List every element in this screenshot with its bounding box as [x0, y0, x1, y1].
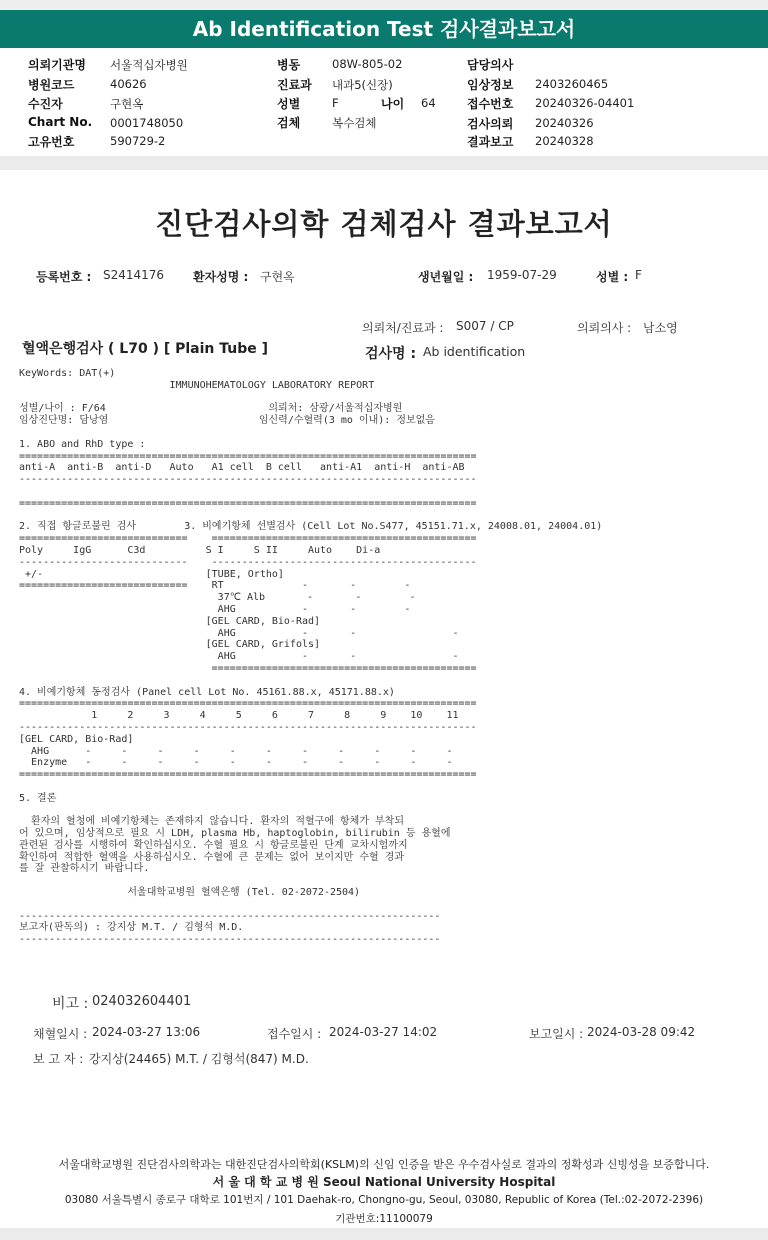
lab-report-line: ---------------------------------------------------------------------------- — [19, 474, 477, 486]
lab-report-line: AHG - - - — [19, 627, 459, 639]
lab-report-line: ============================ ============================================ — [19, 533, 477, 545]
footer-certification: 서울대학교병원 진단검사의학과는 대한진단검사의학회(KSLM)의 신임 인증을 받은 우수검사실로 결과의 정확성과 신빙성을 보증합니다. — [58, 1158, 710, 1171]
info-label: 병원코드 — [28, 78, 75, 92]
test-name-value: Ab identification — [423, 344, 526, 359]
lab-report-line: ---------------------------------------------------------------------- — [19, 910, 441, 922]
info-value: 복수검체 — [332, 116, 377, 130]
lab-report-line — [19, 486, 602, 498]
reg-label: 등록번호 : — [36, 270, 92, 284]
lab-report-line: ---------------------------------------------------------------------- — [19, 934, 441, 946]
doctor-value: 남소영 — [643, 321, 678, 335]
lab-report-line — [19, 804, 602, 816]
info-value: 서울적십자병원 — [110, 58, 188, 72]
lab-report-line: 확인하여 적합한 혈액을 사용하십시오. 수혈에 큰 문제는 없어 보이지만 수혈 경과 — [19, 851, 405, 863]
info-value: 40626 — [110, 77, 147, 91]
lab-report-line: IMMUNOHEMATOLOGY LABORATORY REPORT — [19, 379, 375, 391]
reporter-label: 보 고 자 : — [33, 1052, 84, 1066]
lab-report-line: Enzyme - - - - - - - - - - - — [19, 757, 453, 769]
lab-report-line: anti-A anti-B anti-D Auto A1 cell B cell anti-A1 anti-H anti-AB — [19, 462, 465, 474]
info-value: 0001748050 — [110, 116, 184, 130]
lab-report-line: 성별/나이 : F/64 의뢰처: 삼광/서울적십자병원 — [19, 403, 403, 415]
footer-hospital: 서 울 대 학 교 병 원 Seoul National University Hospital — [212, 1175, 556, 1189]
info-label: 진료과 — [277, 78, 312, 92]
lab-report-line: 어 있으며, 임상적으로 필요 시 LDH, plasma Hb, haptoglobin, bilirubin 등 용혈에 — [19, 828, 451, 840]
lab-report-line: Poly IgG C3d S I S II Auto Di-a — [19, 544, 381, 556]
lab-report — [19, 368, 602, 946]
lab-report-line: KeyWords: DAT(+) — [19, 368, 116, 379]
lab-report-line — [19, 875, 602, 887]
section-divider — [0, 156, 768, 170]
lab-report-line: 임상진단명: 담낭염 임신력/수혈력(3 mo 이내): 정보없음 — [19, 415, 435, 427]
test-name-label: 검사명 : — [365, 346, 417, 362]
lab-report-line — [19, 899, 602, 911]
info-value: 내과5(신장) — [332, 78, 393, 92]
lab-report-line: [GEL CARD, Bio-Rad] — [19, 733, 134, 745]
lab-report-line: AHG - - - — [19, 603, 411, 615]
page-title: 진단검사의학 검체검사 결과보고서 — [155, 207, 613, 241]
info-label: 검사의뢰 — [467, 117, 514, 131]
lab-report-line: 4. 비예기항체 동정검사 (Panel cell Lot No. 45161.88.x, 45171.88.x) — [19, 686, 395, 698]
lab-report-line: 5. 결론 — [19, 792, 57, 804]
dob-value: 1959-07-29 — [487, 268, 557, 282]
lab-report-line: 2. 직접 항글로불린 검사 3. 비예기항체 선별검사 (Cell Lot No.S477, 45151.71.x, 24008.01, 24004.01) — [19, 521, 603, 533]
info-label: 성별 — [277, 97, 301, 111]
info-label: 담당의사 — [467, 58, 514, 72]
lab-report-line: ============================================================================ — [19, 769, 477, 781]
lab-report-line — [19, 781, 602, 793]
lab-report-line: [GEL CARD, Grifols] — [19, 639, 321, 651]
lab-report-line: ============================ RT - - - — [19, 580, 411, 592]
lab-report-line: 를 잘 관찰하시기 바랍니다. — [19, 863, 150, 875]
lab-report-line: ---------------------------- -------------------------------------------- — [19, 556, 477, 568]
report-time-value: 2024-03-28 09:42 — [587, 1025, 696, 1039]
lab-report-line: 서울대학교병원 혈액은행 (Tel. 02-2072-2504) — [19, 887, 361, 899]
lab-report-line: 1. ABO and RhD type : — [19, 438, 146, 450]
remarks-label: 비고 : — [52, 996, 89, 1012]
info-label: 임상정보 — [467, 78, 514, 92]
lab-report-line — [19, 510, 602, 522]
test-group: 혈액은행검사 ( L70 ) [ Plain Tube ] — [22, 341, 269, 357]
lab-report-line — [19, 392, 602, 404]
dob-label: 생년월일 : — [418, 270, 474, 284]
lab-report-line — [19, 675, 602, 687]
report-header: Ab Identification Test 검사결과보고서 — [0, 10, 768, 48]
lab-report-line: 환자의 혈청에 비예기항체는 존재하지 않습니다. 환자의 적혈구에 항체가 부착되 — [19, 816, 405, 828]
lab-report-line: ============================================================================ — [19, 698, 477, 710]
lab-report-line: +/- [TUBE, Ortho] — [19, 568, 284, 580]
info-value: 20240328 — [535, 134, 594, 148]
info-value: 20240326-04401 — [535, 96, 635, 110]
info-label: 결과보고 — [467, 135, 514, 149]
lab-report-line: AHG - - - — [19, 651, 459, 663]
lab-report-line: ============================================================================ — [19, 497, 477, 509]
info-label: 고유번호 — [28, 135, 75, 149]
receive-value: 2024-03-27 14:02 — [329, 1025, 438, 1039]
info-value: F — [332, 96, 339, 110]
info-label: 접수번호 — [467, 97, 514, 111]
lab-report-line: [GEL CARD, Bio-Rad] — [19, 615, 321, 627]
sex-label: 성별 : — [596, 270, 629, 284]
info-label: 의뢰기관명 — [28, 58, 86, 72]
lab-report-line: 1 2 3 4 5 6 7 8 9 10 11 — [19, 710, 459, 722]
info-value: 구현옥 — [110, 97, 144, 111]
lab-report-line: ============================================ — [19, 662, 477, 674]
info-label: 수진자 — [28, 97, 63, 111]
lab-report-line: ---------------------------------------------------------------------------- — [19, 721, 477, 733]
info-value: 2403260465 — [535, 77, 609, 91]
info-label: Chart No. — [28, 115, 93, 129]
info-label: 병동 — [277, 58, 301, 72]
top-margin — [0, 0, 768, 10]
lab-report-line: 보고자(판독의) : 강지상 M.T. / 김형석 M.D. — [19, 922, 244, 934]
report-time-label: 보고일시 : — [529, 1027, 584, 1041]
info-label: 검체 — [277, 116, 301, 130]
reg-value: S2414176 — [103, 268, 165, 282]
doctor-label: 의뢰의사 : — [577, 321, 632, 335]
footer-address: 03080 서울특별시 종로구 대학로 101번지 / 101 Daehak-ro, Chongno-gu, Seoul, 03080, Republic of Korea (Tel.:02-2072-2396) — [64, 1194, 704, 1206]
collect-label: 채혈일시 : — [33, 1027, 88, 1041]
reporter-value: 강지상(24465) M.T. / 김형석(847) M.D. — [89, 1052, 309, 1066]
lab-report-line: AHG - - - - - - - - - - - — [19, 745, 453, 757]
remarks-value: 024032604401 — [92, 994, 192, 1009]
name-label: 환자성명 : — [193, 270, 249, 284]
info-label: 나이 — [381, 97, 405, 111]
receive-label: 접수일시 : — [267, 1027, 322, 1041]
lab-report-line: ============================================================================ — [19, 450, 477, 462]
info-value: 20240326 — [535, 116, 594, 130]
lab-report-line — [19, 427, 602, 439]
sex-value: F — [635, 268, 642, 282]
bottom-margin — [0, 1228, 768, 1240]
info-value: 64 — [421, 96, 436, 110]
collect-value: 2024-03-27 13:06 — [92, 1025, 201, 1039]
info-value: 590729-2 — [110, 134, 166, 148]
dept-value: S007 / CP — [456, 319, 514, 333]
dept-label: 의뢰처/진료과 : — [362, 321, 444, 335]
lab-report-line: 관련된 검사를 시행하여 확인하십시오. 수혈 필요 시 항글로불린 단계 교차시험까지 — [19, 839, 408, 851]
footer-code: 기관번호:11100079 — [335, 1213, 433, 1225]
name-value: 구현옥 — [260, 270, 295, 284]
lab-report-line: 37℃ Alb - - - — [19, 592, 416, 604]
info-value: 08W-805-02 — [332, 57, 403, 71]
